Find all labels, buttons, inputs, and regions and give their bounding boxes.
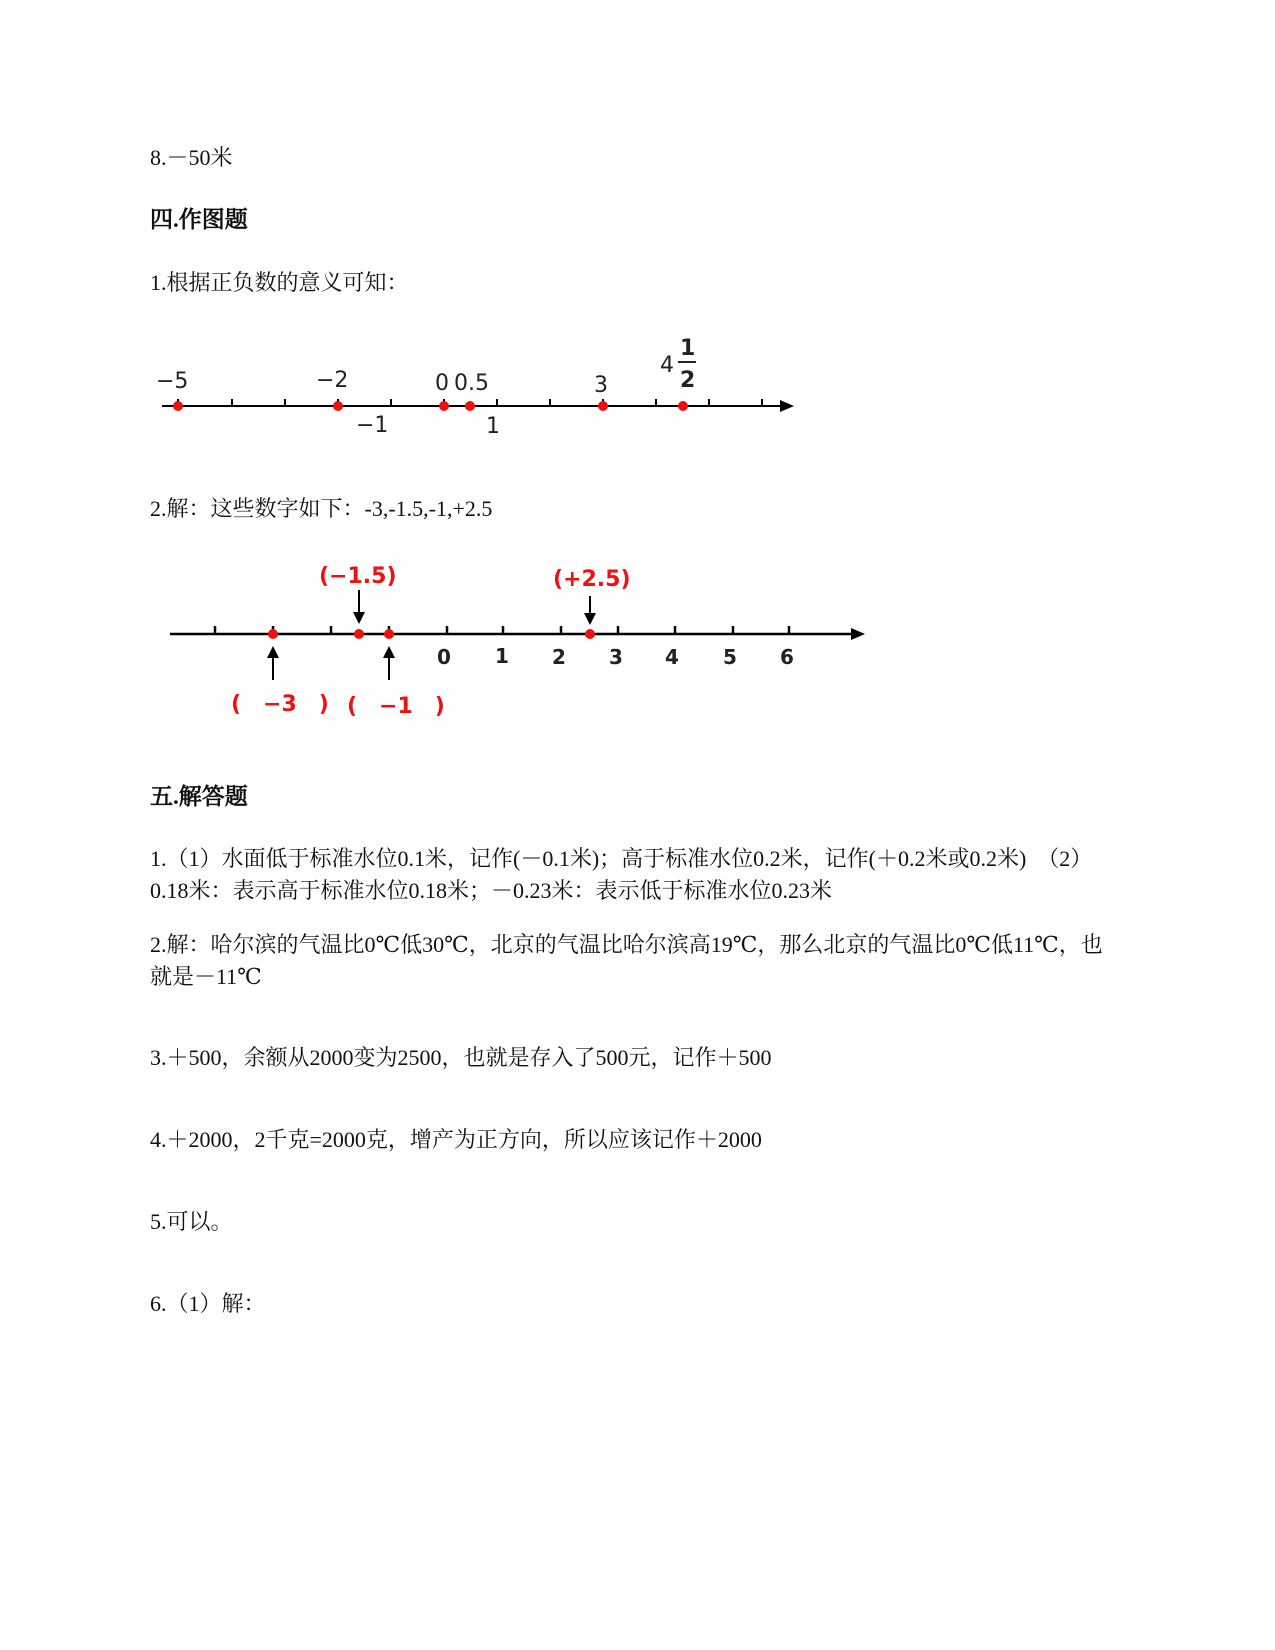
arrow-up-neg3-head xyxy=(267,646,279,658)
arrow-up-neg1-head xyxy=(383,646,395,658)
label-neg1: −1 xyxy=(356,413,389,438)
solution-1: 1.（1）水面低于标准水位0.1米，记作(－0.1米)；高于标准水位0.2米，记作(＋0.2米或0.2米) （2）0.18米：表示高于标准水位0.18米；－0.23米：表示低于标准水位0.23米 xyxy=(150,846,1093,903)
tick-label-1: 1 xyxy=(495,644,509,668)
answer-8: 8.－50米 xyxy=(150,145,233,170)
tick-label-6: 6 xyxy=(780,645,794,669)
drawing-answer-2: 2.解：这些数字如下：-3,-1.5,-1,+2.5 xyxy=(150,496,493,521)
label-0-5: 0.5 xyxy=(454,371,489,396)
point-3 xyxy=(598,401,608,411)
point-4-5 xyxy=(678,401,688,411)
section-heading-4: 四.作图题 xyxy=(150,207,248,232)
callout-bottom-neg1: ( −1 ) xyxy=(347,694,445,719)
tick-label-3: 3 xyxy=(609,645,623,669)
tick-label-2: 2 xyxy=(552,645,566,669)
solution-5: 5.可以。 xyxy=(150,1209,233,1234)
label-3: 3 xyxy=(594,373,608,398)
callout-top-neg1-5: (−1.5) xyxy=(319,564,397,589)
solution-6: 6.（1）解： xyxy=(150,1291,266,1316)
label-neg2: −2 xyxy=(316,368,349,393)
axis-arrow xyxy=(780,400,794,412)
point-2-5 xyxy=(585,629,595,639)
solution-4: 4.＋2000，2千克=2000克，增产为正方向，所以应该记作＋2000 xyxy=(150,1127,762,1152)
point-neg1-5 xyxy=(354,629,364,639)
section-heading-5: 五.解答题 xyxy=(150,784,248,809)
fraction-whole: 4 xyxy=(660,353,674,378)
arrow-down-neg1-5-head xyxy=(353,612,365,624)
point-neg5 xyxy=(173,401,183,411)
number-line-1 xyxy=(150,330,810,450)
solution-3: 3.＋500，余额从2000变为2500，也就是存入了500元，记作＋500 xyxy=(150,1045,772,1070)
callout-bottom-neg3: ( −3 ) xyxy=(231,692,329,717)
axis-arrow xyxy=(851,628,865,640)
arrow-down-2-5-head xyxy=(584,613,596,625)
fraction-denominator: 2 xyxy=(680,368,696,393)
label-0: 0 xyxy=(435,371,449,396)
point-0 xyxy=(439,401,449,411)
callout-top-2-5: (+2.5) xyxy=(553,567,631,592)
point-neg2 xyxy=(333,401,343,411)
point-neg1 xyxy=(384,629,394,639)
label-neg5: −5 xyxy=(156,369,189,394)
number-line-2 xyxy=(165,560,885,730)
tick-label-5: 5 xyxy=(723,645,737,669)
tick-label-4: 4 xyxy=(665,645,679,669)
fraction-numerator: 1 xyxy=(680,336,696,361)
solution-2: 2.解：哈尔滨的气温比0℃低30℃，北京的气温比哈尔滨高19℃，那么北京的气温比0℃低11℃，也就是－11℃ xyxy=(150,932,1103,989)
tick-label-0: 0 xyxy=(437,645,451,669)
point-neg3 xyxy=(268,629,278,639)
label-1: 1 xyxy=(486,414,500,439)
drawing-answer-1: 1.根据正负数的意义可知： xyxy=(150,270,409,295)
point-0-5 xyxy=(465,401,475,411)
